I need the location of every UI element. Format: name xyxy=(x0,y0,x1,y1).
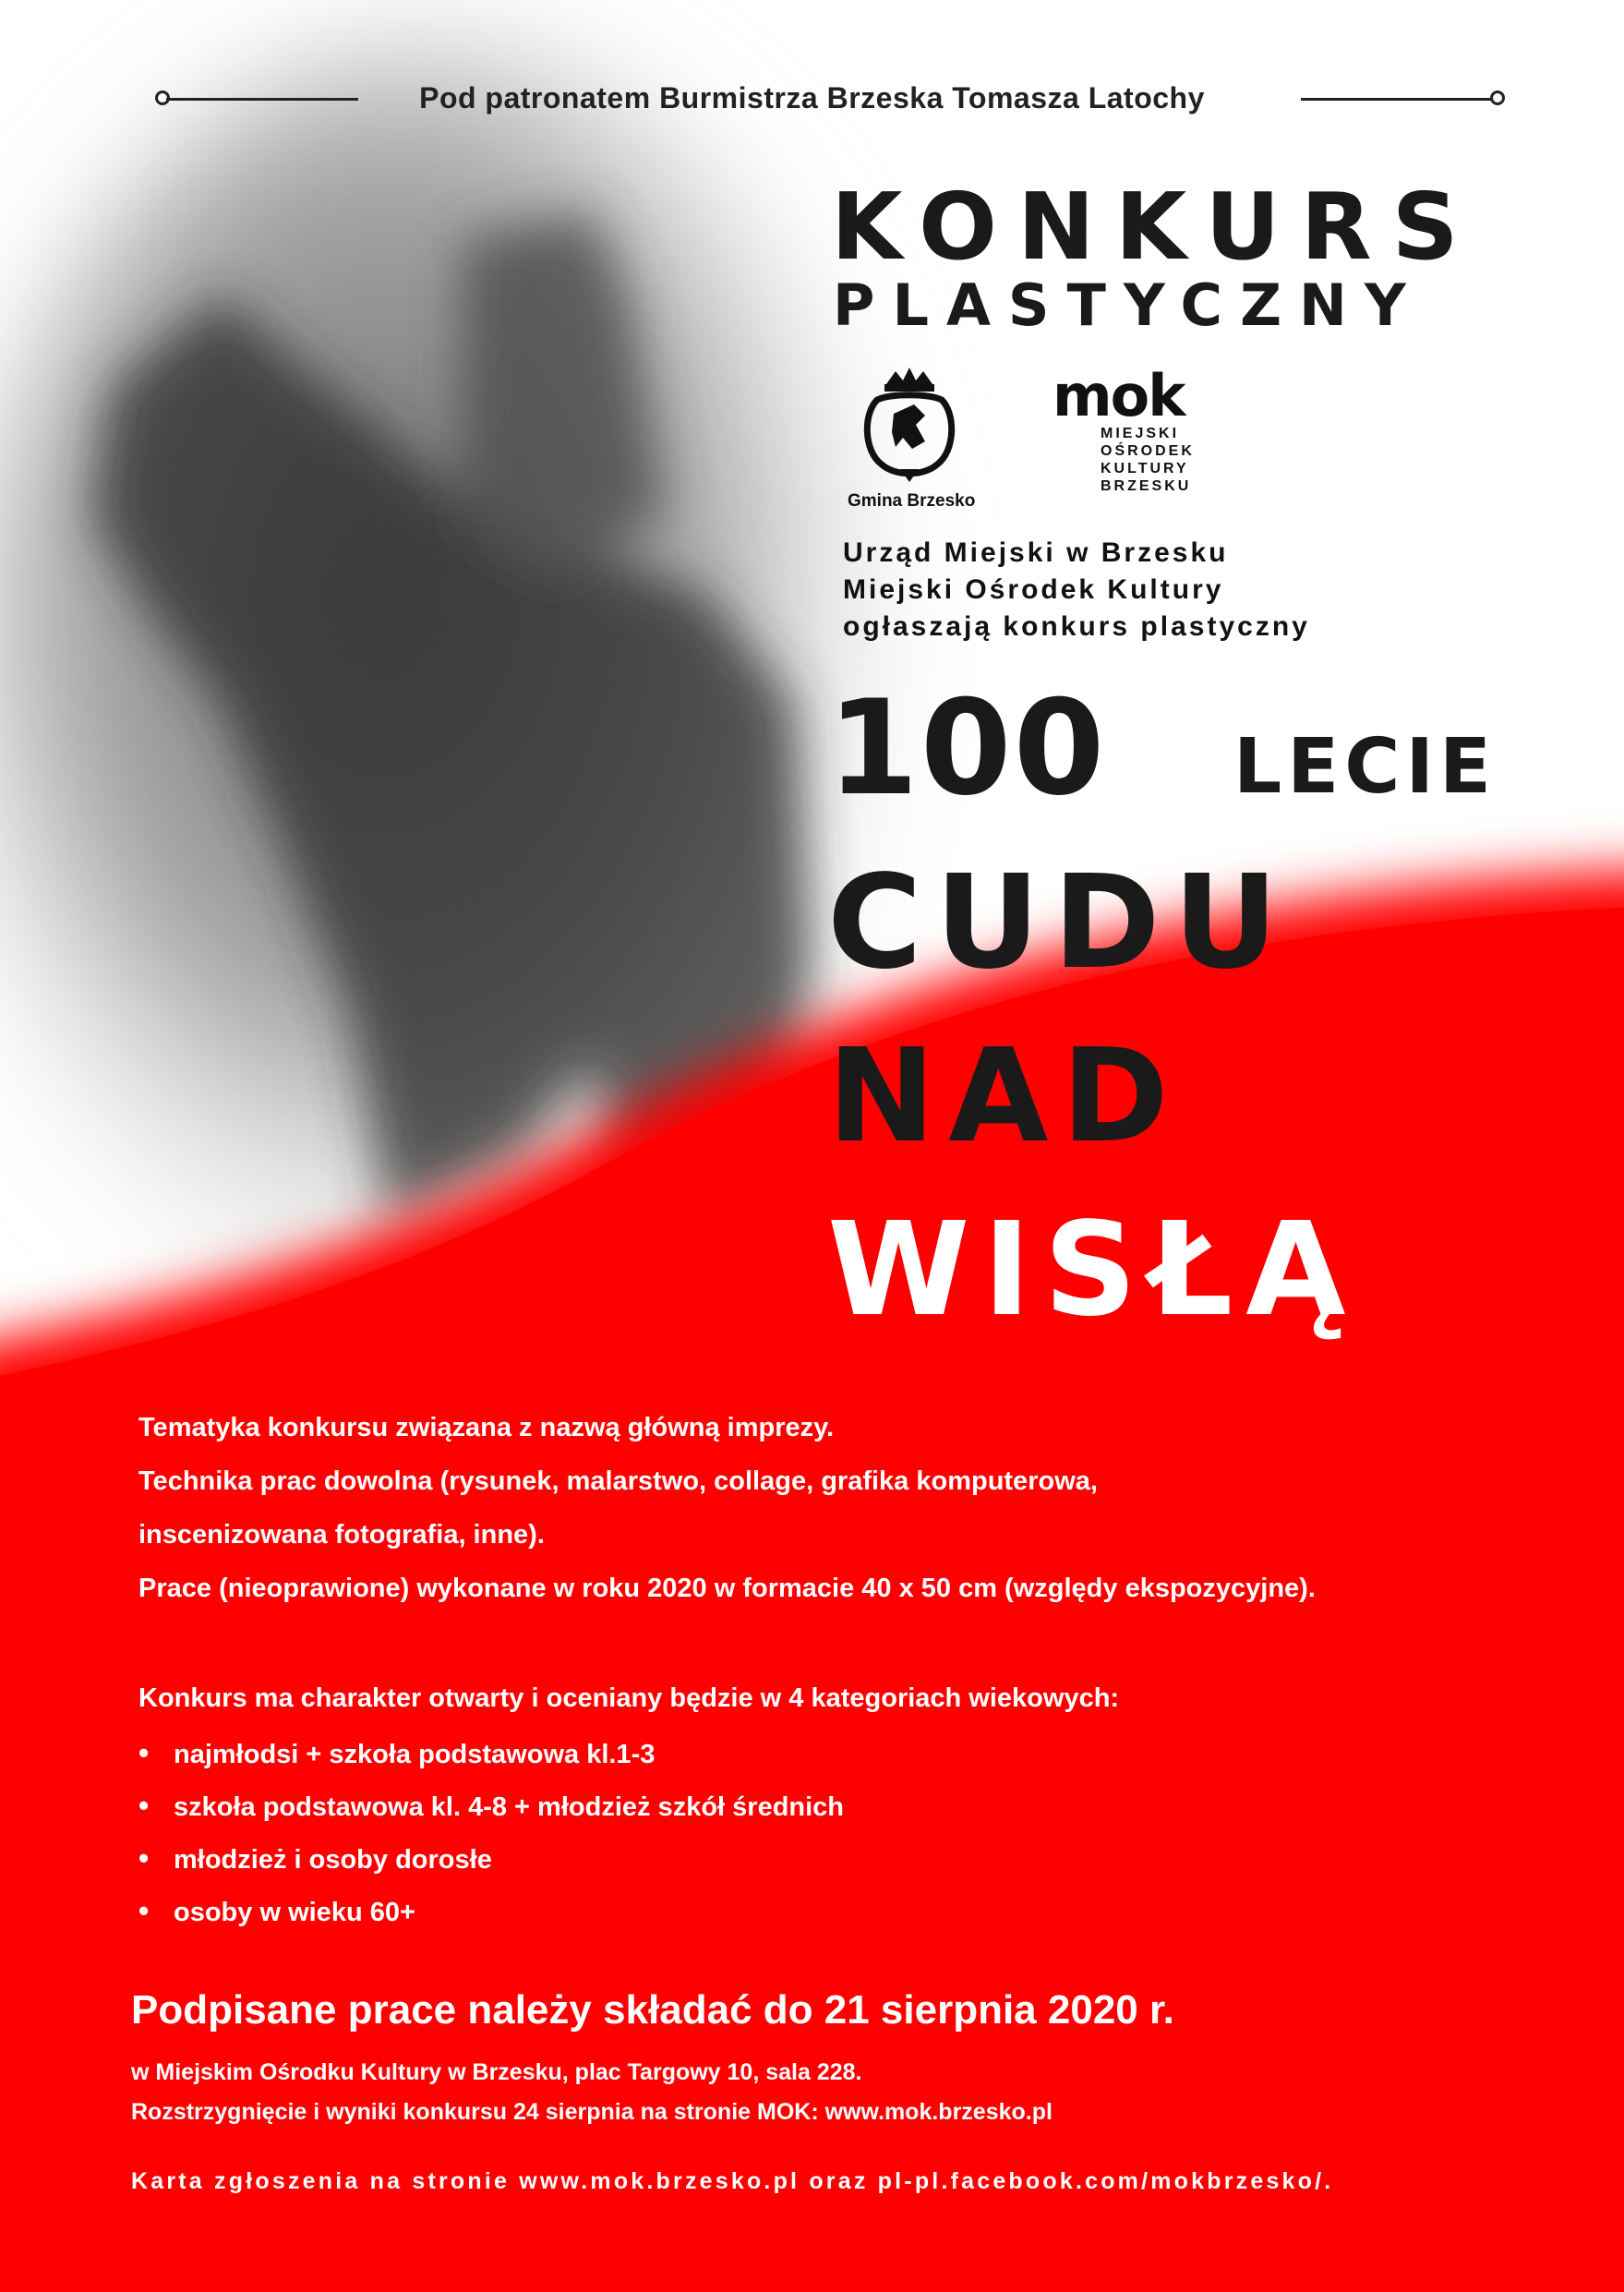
results-text: Rozstrzygnięcie i wyniki konkursu 24 sierpnia na stronie MOK: www.mok.brzesko.pl xyxy=(131,2099,1053,2125)
location-text: w Miejskim Ośrodku Kultury w Brzesku, plac Targowy 10, sala 228. xyxy=(131,2059,862,2085)
category-item: • osoby w wieku 60+ xyxy=(138,1894,415,1928)
deadline-text: Podpisane prace należy składać do 21 sierpnia 2020 r. xyxy=(131,1987,1174,2033)
description-line: Tematyka konkursu związana z nazwą główną imprezy. xyxy=(138,1413,835,1442)
title-plastyczny: PLASTYCZNY xyxy=(833,271,1424,339)
headline-lecie: LECIE xyxy=(1233,723,1497,811)
description-line: inscenizowana fotografia, inne). xyxy=(138,1520,545,1550)
headline-100: 100 xyxy=(827,672,1107,825)
patronage-text: Pod patronatem Burmistrza Brzeska Tomasza Latochy xyxy=(419,81,1205,115)
headline-cudu: CUDU xyxy=(827,848,1292,998)
mok-logo xyxy=(1053,362,1237,506)
categories-intro: Konkurs ma charakter otwarty i oceniany będzie w 4 kategoriach wiekowych: xyxy=(138,1683,1120,1713)
description-line: Technika prac dowolna (rysunek, malarstwo, collage, grafika komputerowa, xyxy=(138,1466,1098,1496)
headline-nad: NAD xyxy=(827,1021,1182,1172)
coat-of-arms-icon xyxy=(859,368,960,483)
mok-line: BRZESKU xyxy=(1101,478,1192,494)
description-line: Prace (nieoprawione) wykonane w roku 2020 w formacie 40 x 50 cm (względy ekspozycyjne). xyxy=(138,1574,1316,1603)
entry-form-text: Karta zgłoszenia na stronie www.mok.brzesko.pl oraz pl-pl.facebook.com/mokbrzesko/. xyxy=(131,2168,1334,2194)
organizer-line: Miejski Ośrodek Kultury xyxy=(843,574,1224,605)
category-item: • szkoła podstawowa kl. 4-8 + młodzież szkół średnich xyxy=(138,1789,844,1823)
divider-line-right xyxy=(1301,98,1493,101)
headline-wisla: WISŁĄ xyxy=(827,1195,1359,1345)
gmina-brzesko-logo xyxy=(848,368,986,511)
organizer-line: Urząd Miejski w Brzesku xyxy=(843,537,1229,568)
mok-line: KULTURY xyxy=(1101,461,1189,476)
mok-line: OŚRODEK xyxy=(1101,443,1195,459)
category-item: • młodzież i osoby dorosłe xyxy=(138,1841,492,1876)
category-item: • najmłodsi + szkoła podstawowa kl.1-3 xyxy=(138,1736,655,1770)
mok-mark: mok xyxy=(1053,362,1185,429)
divider-dot-right xyxy=(1490,90,1505,105)
gmina-logo-label: Gmina Brzesko xyxy=(848,491,976,511)
mok-line: MIEJSKI xyxy=(1101,426,1180,441)
title-konkurs: KONKURS xyxy=(831,173,1479,281)
organizer-line: ogłaszają konkurs plastyczny xyxy=(843,611,1310,642)
